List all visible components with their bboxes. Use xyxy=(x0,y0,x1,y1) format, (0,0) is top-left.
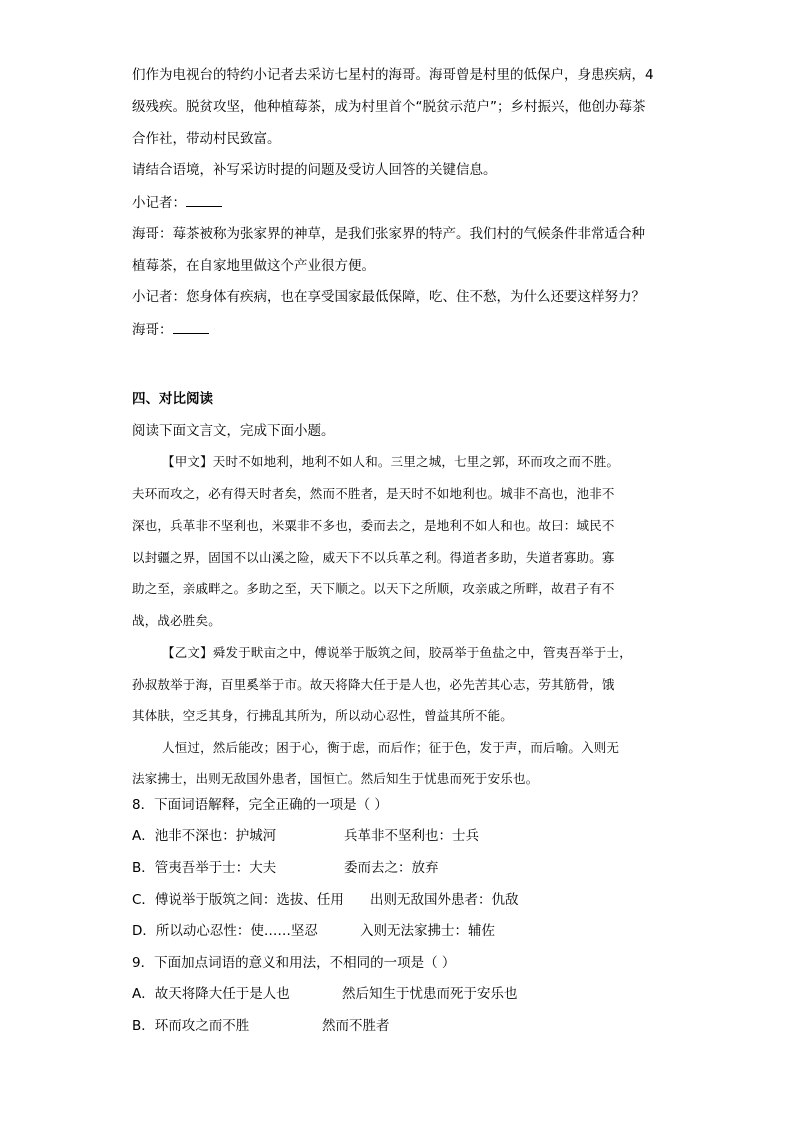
q8-option-c-left: C．傅说举于版筑之间：选拔、任用 xyxy=(132,892,344,908)
q8-option-c xyxy=(132,890,519,910)
jia-line-6: 战，战必胜矣。 xyxy=(132,613,221,628)
jia-line-5: 助之至，亲戚畔之。多助之至，天下顺之。以天下之所顺，攻亲戚之所畔，故君子有不 xyxy=(132,581,615,596)
jia-line-4: 以封疆之界，固国不以山溪之险，威天下不以兵革之利。得道者多助，失道者寡助。寡 xyxy=(132,550,615,565)
q8-option-b xyxy=(132,858,439,878)
jia-line-1: 【甲文】天时不如地利，地利不如人和。三里之城，七里之郭，环而攻之而不胜。 xyxy=(162,454,620,469)
answer-blank-1 xyxy=(186,192,222,207)
q8-option-a-right: 兵革非不坚利也：士兵 xyxy=(344,828,479,844)
intro-line-2: 级残疾。脱贫攻坚，他种植莓茶，成为村里首个“脱贫示范户”；乡村振兴，他创办莓茶 xyxy=(132,99,646,115)
intro-line-1: 们作为电视台的特约小记者去采访七星村的海哥。海哥曾是村里的低保户，身患疾病，4 xyxy=(132,67,654,83)
q8-option-a-left: A．池非不深也：护城河 xyxy=(132,828,277,844)
dialog-a1-line-2: 植莓茶，在自家地里做这个产业很方便。 xyxy=(132,258,375,274)
q9-option-a-right: 然后知生于忧患而死于安乐也 xyxy=(342,986,518,1002)
section-instruction: 阅读下面文言文，完成下面小题。 xyxy=(132,423,335,439)
q9-stem: 9．下面加点词语的意义和用法，不相同的一项是（ ） xyxy=(132,955,456,971)
q8-option-d xyxy=(132,921,495,941)
jia-line-3: 深也，兵革非不坚利也，米粟非不多也，委而去之，是地利不如人和也。故曰：域民不 xyxy=(132,518,615,533)
q9-option-a xyxy=(132,984,518,1004)
yi-line-5: 法家拂士，出则无敌国外患者，国恒亡。然后知生于忧患而死于安乐也。 xyxy=(132,771,539,786)
yi-line-4: 人恒过，然后能改；困于心，衡于虑，而后作；征于色，发于声，而后喻。入则无 xyxy=(162,740,620,755)
intro-line-3: 合作社，带动村民致富。 xyxy=(132,131,281,147)
q9-option-b-right: 然而不胜者 xyxy=(322,1018,390,1034)
answer-blank-2 xyxy=(173,319,209,334)
q8-option-c-right: 出则无敌国外患者：仇敌 xyxy=(370,892,519,908)
yi-line-1: 【乙文】舜发于畎亩之中，傅说举于版筑之间，胶鬲举于鱼盐之中，管夷吾举于士， xyxy=(162,645,632,660)
yi-line-2: 孙叔敖举于海，百里奚举于市。故天将降大任于是人也，必先苦其心志，劳其筋骨，饿 xyxy=(132,677,615,692)
q8-stem: 8．下面词语解释，完全正确的一项是（ ） xyxy=(132,797,388,813)
dialog-q2: 小记者：您身体有疾病，也在享受国家最低保障，吃、住不愁，为什么还要这样努力？ xyxy=(132,289,645,305)
dialog-q1 xyxy=(132,192,222,213)
haige-label: 海哥： xyxy=(132,322,173,338)
dialog-a1-line-1: 海哥：莓茶被称为张家界的神草，是我们张家界的特产。我们村的气候条件非常适合种 xyxy=(132,226,645,242)
dialog-a2 xyxy=(132,319,209,340)
q9-option-a-left: A．故天将降大任于是人也 xyxy=(132,986,290,1002)
q8-option-d-left: D．所以动心忍性：使……坚忍 xyxy=(132,923,318,939)
reporter-label: 小记者： xyxy=(132,195,186,211)
q8-option-b-right: 委而去之：放弃 xyxy=(344,860,439,876)
q8-option-d-right: 入则无法家拂士：辅佐 xyxy=(360,923,495,939)
jia-line-2: 夫环而攻之，必有得天时者矣，然而不胜者，是天时不如地利也。城非不高也，池非不 xyxy=(132,486,615,501)
q9-option-b-left: B．环而攻之而不胜 xyxy=(132,1018,250,1034)
yi-line-3: 其体肤，空乏其身，行拂乱其所为，所以动心忍性，曾益其所不能。 xyxy=(132,708,514,723)
q9-option-b xyxy=(132,1016,390,1036)
instruction-text: 请结合语境，补写采访时提的问题及受访人回答的关键信息。 xyxy=(132,162,497,178)
q8-option-b-left: B．管夷吾举于士：大夫 xyxy=(132,860,277,876)
q8-option-a xyxy=(132,826,479,846)
section-title: 四、对比阅读 xyxy=(132,391,213,407)
